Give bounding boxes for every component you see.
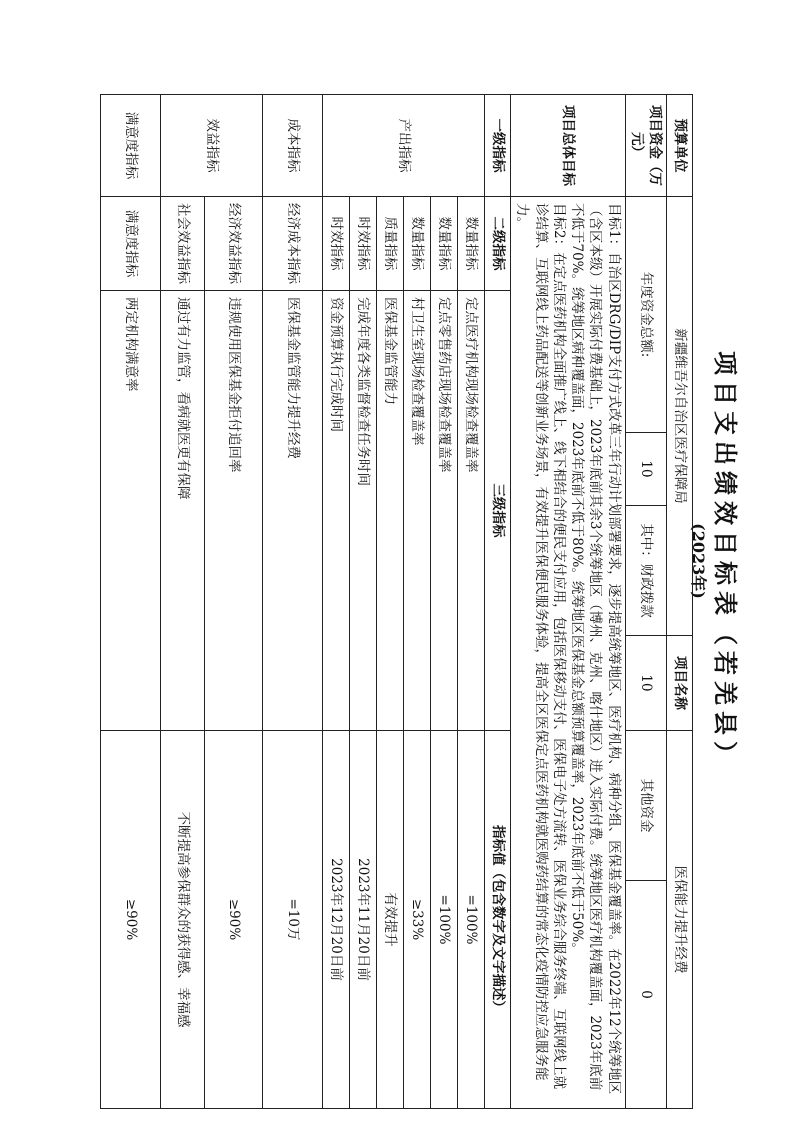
performance-target-table — [100, 94, 693, 1109]
value-cell: =10万 — [263, 731, 323, 1109]
level3-cell: 定点零售药店现场检查覆盖率 — [431, 291, 458, 731]
table-row — [101, 95, 161, 1109]
level3-cell: 两定机构满意率 — [101, 291, 161, 731]
level1-cell: 效益指标 — [161, 95, 263, 197]
table-row — [161, 95, 205, 1109]
level2-cell: 数量指标 — [431, 197, 458, 291]
level1-cell: 成本指标 — [263, 95, 323, 197]
value-cell: 2023年11月20日前 — [350, 731, 377, 1109]
level3-cell: 村卫生室现场检查覆盖率 — [404, 291, 431, 731]
value-cell: =100% — [431, 731, 458, 1109]
table-row — [377, 95, 404, 1109]
level2-cell: 社会效益指标 — [161, 197, 205, 291]
level2-header: 二级指标 — [485, 197, 511, 291]
table-row — [431, 95, 458, 1109]
value-cell: 有效提升 — [377, 731, 404, 1109]
value-cell: ≥90% — [205, 731, 263, 1109]
annual-total-value: 10 — [625, 433, 666, 506]
value-cell: ≥90% — [101, 731, 161, 1109]
project-name-label: 项目名称 — [667, 636, 693, 731]
level3-cell: 资金预算执行完成时间 — [323, 291, 350, 731]
value-cell: 2023年12月20日前 — [323, 731, 350, 1109]
value-cell: ≥33% — [404, 731, 431, 1109]
level2-cell: 时效指标 — [323, 197, 350, 291]
fiscal-appropriation-value: 10 — [625, 636, 666, 731]
table-row — [350, 95, 377, 1109]
fiscal-appropriation-label: 其中：财政拨款 — [625, 506, 666, 636]
value-cell: =100% — [458, 731, 485, 1109]
overall-goal-text — [511, 197, 625, 1109]
level2-cell: 时效指标 — [350, 197, 377, 291]
level2-cell: 质量指标 — [377, 197, 404, 291]
table-row — [205, 95, 263, 1109]
goal-2-text: 目标2：在定点医药机构全面推广线上、线下相结合的便民支付应用，包括医保移动支付、医保电子处方流转、医保业务综合服务终端、互联网线上就诊结算、互联网线上药品配送等创新业务场景，有效提升医保便民服务体验，提高全区医保定点医药机构就医购药结算的常态化疫情防控应急服务能力。 — [514, 203, 567, 1090]
year-subtitle: (2023年) — [689, 523, 708, 599]
level2-cell: 数量指标 — [458, 197, 485, 291]
level1-cell: 满意度指标 — [101, 95, 161, 197]
budget-unit-value: 新疆维吾尔自治区医疗保障局 — [667, 197, 693, 636]
other-funds-value: 0 — [625, 881, 666, 1109]
table-row — [323, 95, 350, 1109]
level2-cell: 经济效益指标 — [205, 197, 263, 291]
value-header: 指标值（包含数字及文字描述） — [485, 731, 511, 1109]
table-row — [458, 95, 485, 1109]
level3-cell: 医保基金监管能力 — [377, 291, 404, 731]
annual-total-label: 年度资金总额: — [625, 197, 666, 433]
level3-cell: 通过有力监管，看病就医更有保障 — [161, 291, 205, 731]
level3-cell: 医保基金监管能力提升经费 — [263, 291, 323, 731]
level2-cell: 数量指标 — [404, 197, 431, 291]
overall-goal-label: 项目总体目标 — [511, 95, 625, 197]
table-row — [263, 95, 323, 1109]
project-funds-label: 项目资金（万元） — [625, 95, 666, 197]
level2-cell: 满意度指标 — [101, 197, 161, 291]
page-title: 项目支出绩效目标表（若羌县） — [711, 351, 740, 771]
goal-1-text: 目标1：自治区DRG/DIP支付方式改革三年行动计划部署要求，逐步提高统筹地区、医疗机构、病种分组、医保基金覆盖率。在2022年12个统筹地区（含区本级）开展实际付费基础上，2023年底前其余3个统筹地区（博州、克州、喀什地区）进入实际付费。统筹地区医疗机构覆盖面，2023年底前不低于70%。统筹地区病种覆盖面，2023年底前不低于80%。统筹地区医保基金总额预算覆盖率，2023年底前不低于50%。 — [569, 203, 622, 1095]
level3-header: 三级指标 — [485, 291, 511, 731]
level1-cell: 产出指标 — [323, 95, 485, 197]
table-row — [404, 95, 431, 1109]
level3-cell: 定点医疗机构现场检查覆盖率 — [458, 291, 485, 731]
level2-cell: 经济成本指标 — [263, 197, 323, 291]
level3-cell: 完成年度各类监督检查任务时间 — [350, 291, 377, 731]
level3-cell: 违规使用医保基金拒付追回率 — [205, 291, 263, 731]
project-name-value: 医保能力提升经费 — [667, 731, 693, 1109]
other-funds-label: 其他资金 — [625, 731, 666, 881]
level1-header: 一级指标 — [485, 95, 511, 197]
budget-unit-label: 预算单位 — [667, 95, 693, 197]
value-cell: 不断提高参保群众的获得感、幸福感 — [161, 731, 205, 1109]
